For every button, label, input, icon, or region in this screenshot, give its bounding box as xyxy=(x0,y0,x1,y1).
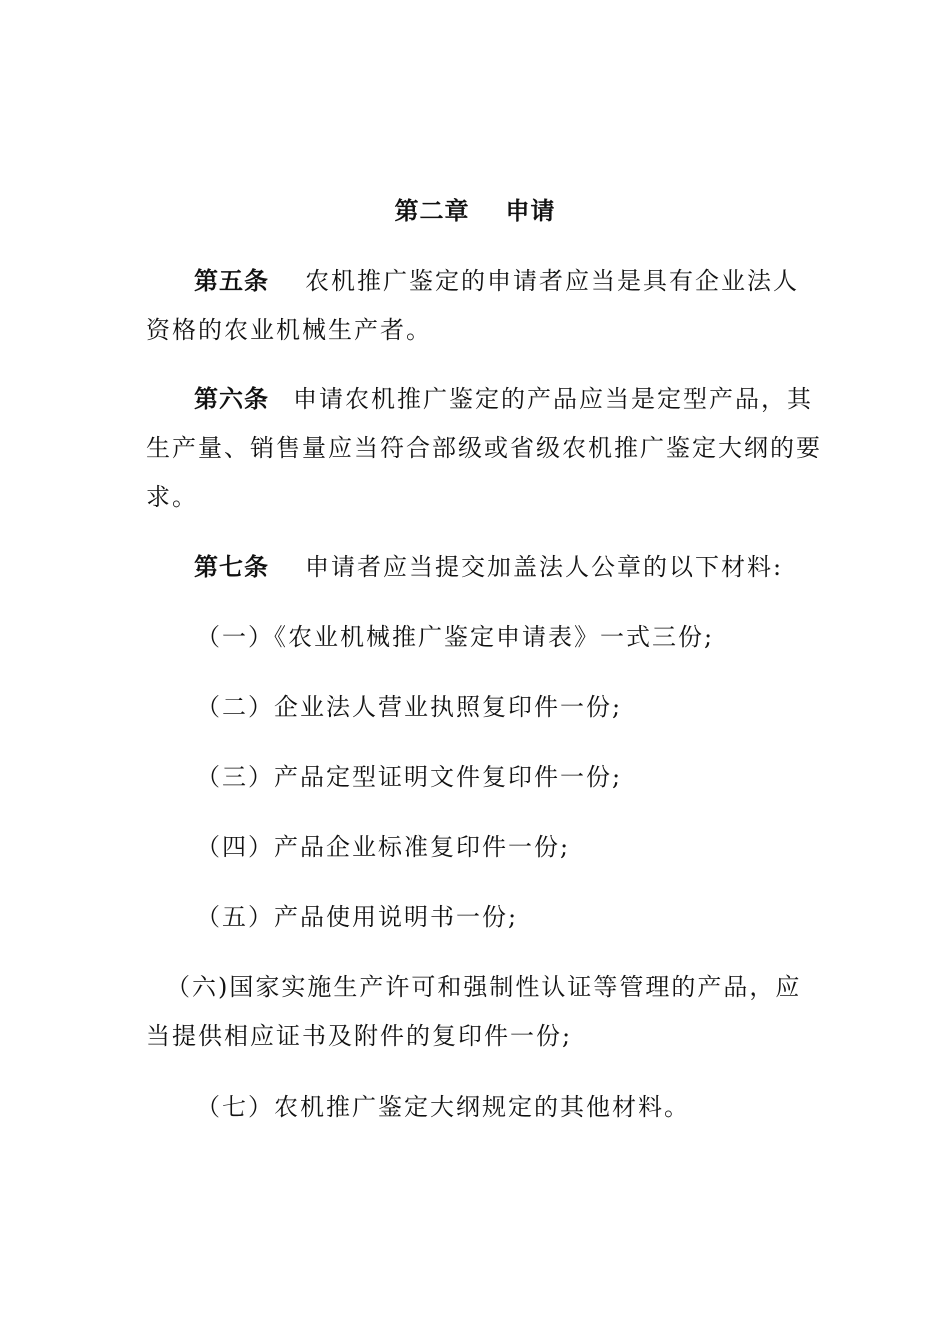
article-6-line-2: 生产量、销售量应当符合部级或省级农机推广鉴定大纲的要 xyxy=(146,434,822,462)
item-1: （一）《农业机械推广鉴定申请表》一式三份; xyxy=(196,623,715,651)
chapter-heading xyxy=(0,194,950,228)
item-7: （七）农机推广鉴定大纲规定的其他材料。 xyxy=(196,1093,690,1121)
article-7-text: 申请者应当提交加盖法人公章的以下材料: xyxy=(305,553,784,581)
article-5-line-1 xyxy=(194,264,799,298)
article-5-label: 第五条 xyxy=(194,267,269,295)
item-4: （四）产品企业标准复印件一份; xyxy=(196,833,571,861)
article-5-text: 农机推广鉴定的申请者应当是具有企业法人 xyxy=(305,267,799,295)
item-2: （二）企业法人营业执照复印件一份; xyxy=(196,693,623,721)
item-6-line-1: （六)国家实施生产许可和强制性认证等管理的产品，应 xyxy=(166,973,802,1001)
article-7-line-1 xyxy=(194,550,783,584)
article-6-label: 第六条 xyxy=(194,385,269,413)
item-5: （五）产品使用说明书一份; xyxy=(196,903,519,931)
article-6-line-3: 求。 xyxy=(146,483,198,511)
chapter-number: 第二章 xyxy=(394,197,470,225)
article-7-label: 第七条 xyxy=(194,553,269,581)
article-6-text: 申请农机推广鉴定的产品应当是定型产品，其 xyxy=(293,385,813,413)
item-3: （三）产品定型证明文件复印件一份; xyxy=(196,763,623,791)
article-6-line-1 xyxy=(194,382,813,416)
item-6-line-2: 当提供相应证书及附件的复印件一份; xyxy=(146,1022,573,1050)
article-5-line-2: 资格的农业机械生产者。 xyxy=(146,316,432,344)
chapter-title: 申请 xyxy=(505,197,556,225)
